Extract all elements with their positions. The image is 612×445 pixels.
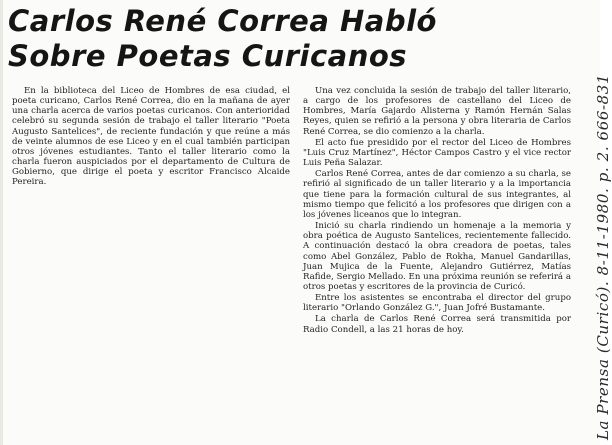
paragraph: En la biblioteca del Liceo de Hombres de esa ciudad, el poeta curicano, Carlos René Correa, dio en la mañana de ayer una charla acerca de varios poetas curicanos. Con anterioridad celebró su segunda sesión de trabajo el taller literario "Poeta Augusto Santelices", de reciente fundación y que reúne a más de veinte alumnos de ese Liceo y en el cual también participan otros jóvenes estudiantes. Tanto el taller literario como la charla fueron auspiciados por el departamento de Cultura de Gobierno, que dirige el poeta y escritor Francisco Alcaide Pereira. <box>12 86 290 188</box>
handwritten-source-note: La Prensa (Curicó). 8-11-1980. p. 2. 666-831 <box>594 73 612 440</box>
article-left-column <box>12 86 290 188</box>
paragraph: La charla de Carlos René Correa será transmitida por Radio Condell, a las 21 horas de hoy. <box>303 314 571 335</box>
paragraph: El acto fue presidido por el rector del Liceo de Hombres "Luis Cruz Martínez", Héctor Campos Castro y el vice rector Luis Peña Salazar. <box>303 137 571 169</box>
paragraph: Carlos René Correa, antes de dar comienzo a su charla, se refirió al significado de un taller literario y a la importancia que tiene para la formación cultural de sus integrantes, al mismo tiempo que felicitó a los profesores que dirigen con a los jóvenes liceanos que lo integran. <box>303 169 571 220</box>
paragraph: Inició su charla rindiendo un homenaje a la memoria y obra poética de Augusto Santelices, recientemente fallecido. A continuación destacó la obra creadora de poetas, tales como Abel González, Pablo de Rokha, Manuel Gandarillas, Juan Mujica de la Fuente, Alejandro Gutiérrez, Matías Rafide, Sergio Mellado. En una próxima reunión se referirá a otros poetas y escritores de la provincia de Curicó. <box>303 221 571 292</box>
paragraph: Una vez concluida la sesión de trabajo del taller literario, a cargo de los profesores de castellano del Liceo de Hombres, María Gajardo Alisterna y Ramón Hernán Salas Reyes, quien se refirió a la persona y obra literaria de Carlos René Correa, se dio comienzo a la charla. <box>303 86 571 137</box>
article-right-column <box>303 86 571 335</box>
headline-line-2: Sobre Poetas Curicanos <box>8 39 408 73</box>
article-headline <box>8 4 568 74</box>
headline-line-1: Carlos René Correa Habló <box>8 4 437 38</box>
page-edge <box>0 0 3 445</box>
paragraph: Entre los asistentes se encontraba el director del grupo literario "Orlando González G.", Juan Jofré Bustamante. <box>303 293 571 314</box>
